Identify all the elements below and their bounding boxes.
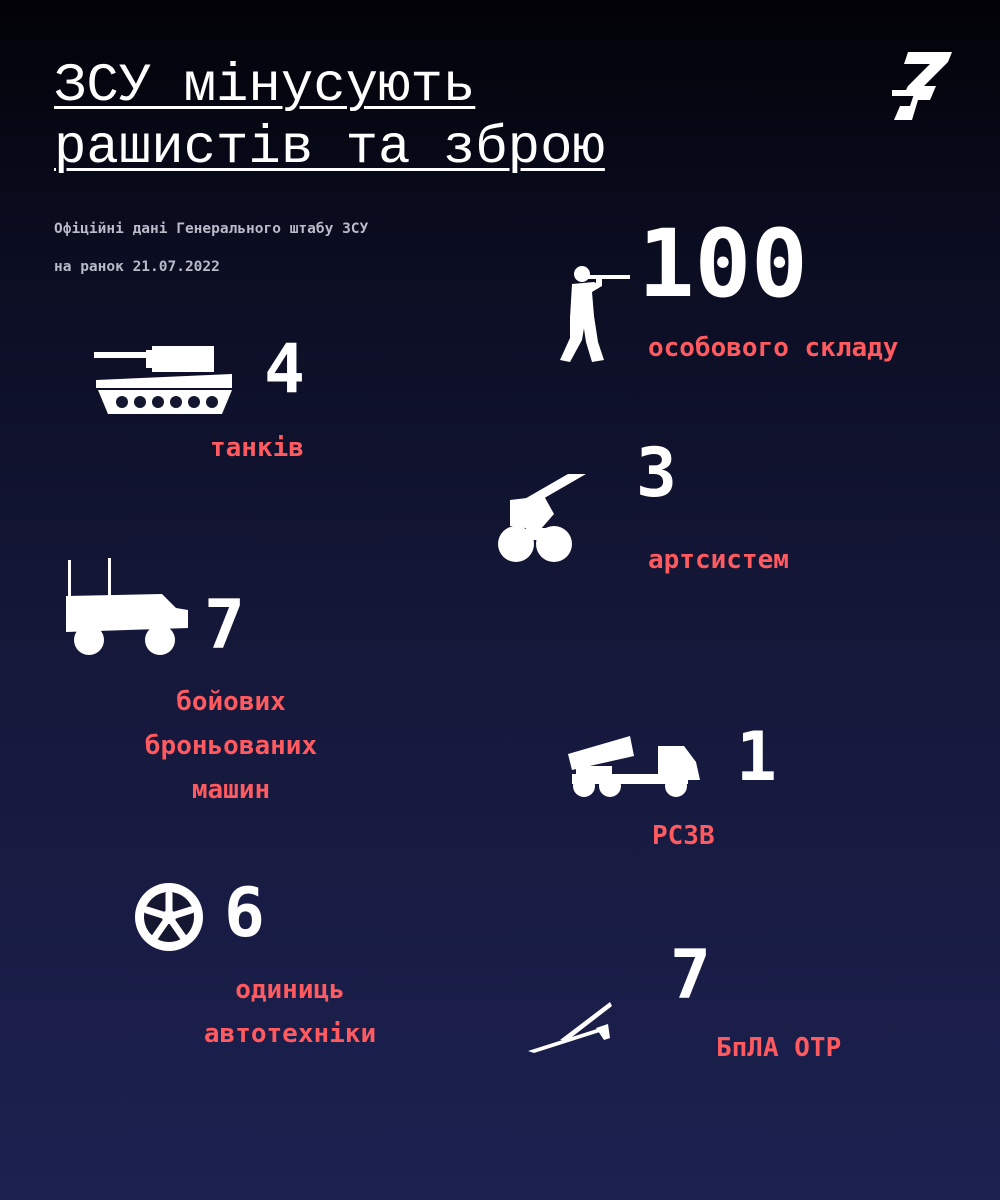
title-line-1: ЗСУ мінусують — [54, 56, 476, 117]
page-title — [54, 56, 605, 180]
stat-label-mlrs: РСЗВ — [652, 821, 715, 851]
stat-label-armored-vehicles — [106, 680, 356, 812]
stat-label-personnel: особового складу — [648, 333, 899, 363]
brand-logo — [890, 48, 954, 124]
label-line: автотехніки — [203, 1019, 377, 1049]
stat-value-uav: 7 — [670, 936, 711, 1015]
stat-label-uav: БпЛА ОТР — [716, 1033, 842, 1063]
stat-value-mlrs: 1 — [736, 718, 777, 797]
label-line: броньованих — [144, 731, 318, 761]
label-line: машин — [191, 775, 271, 805]
stat-value-tanks: 4 — [264, 330, 305, 409]
label-line: бойових — [176, 687, 286, 717]
stat-label-tanks: танків — [210, 433, 304, 463]
tank-icon — [94, 344, 234, 418]
artillery-icon — [496, 474, 600, 572]
soldier-icon — [556, 262, 632, 366]
stat-value-personnel: 100 — [638, 210, 808, 319]
armored-vehicle-icon — [64, 558, 190, 656]
stat-label-artillery: артсистем — [648, 545, 789, 575]
report-date: на ранок 21.07.2022 — [54, 259, 220, 275]
wheel-icon — [134, 882, 204, 952]
mlrs-icon — [566, 728, 702, 798]
drone-icon — [526, 998, 614, 1054]
source-note: Офіційні дані Генерального штабу ЗСУ — [54, 221, 369, 237]
stat-value-armored-vehicles: 7 — [204, 586, 245, 665]
stat-value-artillery: 3 — [636, 434, 677, 513]
stat-label-vehicles — [160, 968, 420, 1056]
title-line-2: рашистів та зброю — [54, 118, 605, 179]
label-line: одиниць — [235, 975, 345, 1005]
stat-value-vehicles: 6 — [224, 874, 265, 953]
